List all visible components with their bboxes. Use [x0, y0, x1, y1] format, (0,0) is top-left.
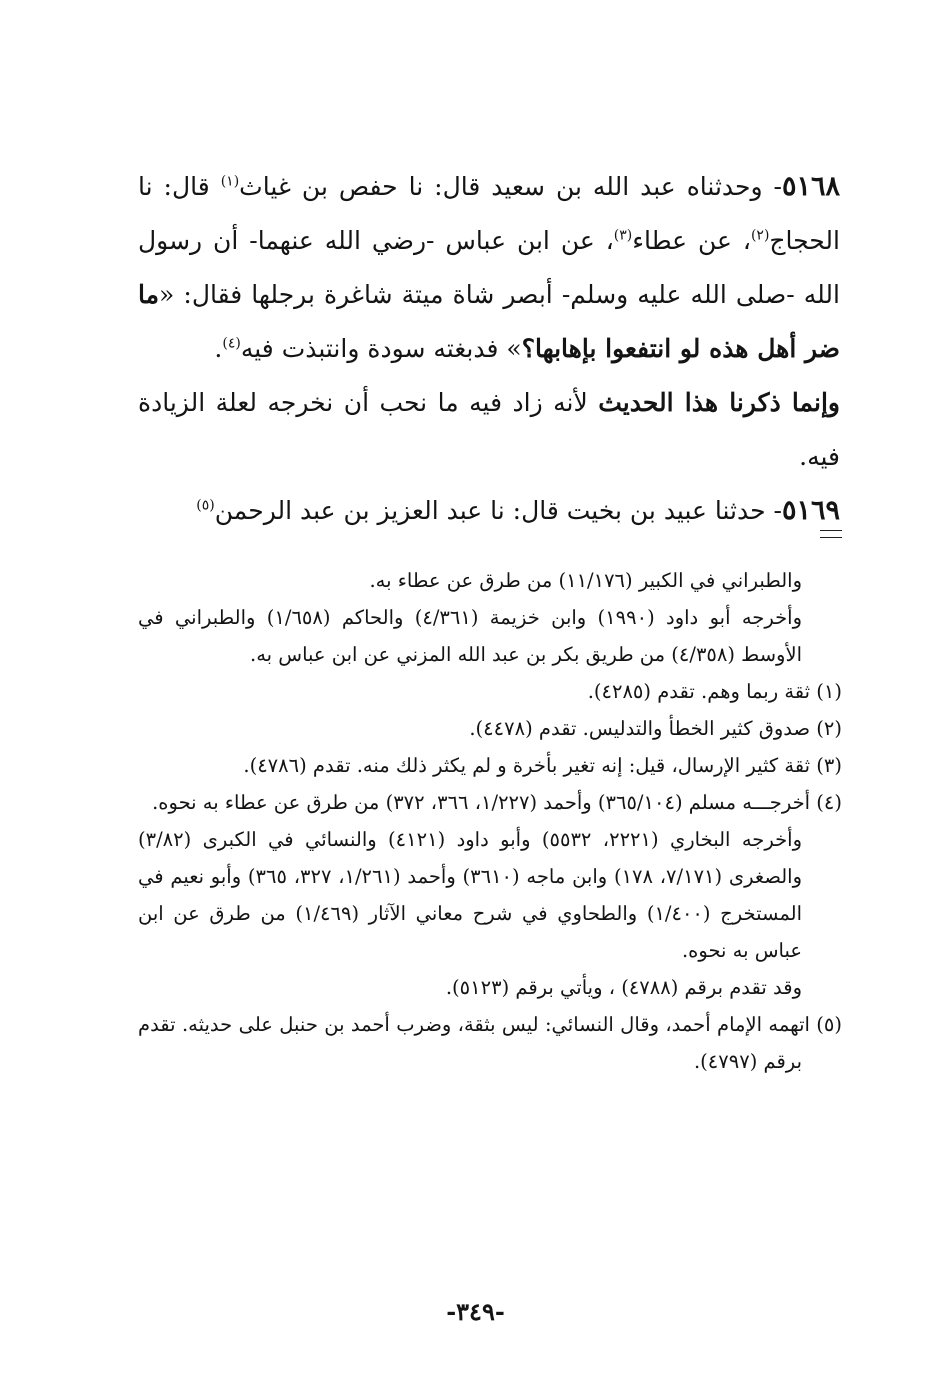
footnote-2: (٢) صدوق كثير الخطأ والتدليس. تقدم (٤٤٧٨).	[469, 717, 842, 740]
footnote-continuation: وأخرجه أبو داود (١٩٩٠) وابن خزيمة (٤/٣٦١) والحاكم (١/٦٥٨) والطبراني في الأوسط (٤/٣٥٨) من طريق بكر بن عبد الله المزني عن ابن عباس به.	[138, 606, 803, 666]
footnote-ref-2: (٢)	[750, 227, 770, 244]
footnote-ref-3: (٣)	[613, 227, 633, 244]
hadith-number: ٥١٦٩	[781, 495, 840, 526]
footnote-ref-4: (٤)	[222, 335, 241, 352]
hadith-5169: ٥١٦٩- حدثنا عبيد بن بخيت قال: نا عبد العزيز بن عبد الرحمن$^{(٥)}$	[196, 495, 840, 526]
footnote-5: (٥) اتهمه الإمام أحمد، وقال النسائي: ليس بثقة، وضرب أحمد بن حنبل على حديثه. تقدم برقم (٤٧٩٧).	[138, 1013, 842, 1073]
footnote-4-continued: وقد تقدم برقم (٤٧٨٨) ، ويأتي برقم (٥١٢٣).	[445, 976, 802, 999]
footnote-1: (١) ثقة ربما وهم. تقدم (٤٢٨٥).	[587, 680, 842, 703]
page-number: -٣٤٩-	[446, 1297, 505, 1326]
footnote-4-continued: وأخرجه البخاري (٢٢٢١، ٥٥٣٢) وأبو داود (٤١٢١) والنسائي في الكبرى (٣/٨٢) والصغرى (٧/١٧١، ١٧٨) وابن ماجه (٣٦١٠) وأحمد (١/٢٦١، ٣٢٧، ٣٦٥) وأبو نعيم في المستخرج (١/٤٠٠) والطحاوي في شرح معاني الآثار (١/٤٦٩) من طرق عن ابن عباس به نحوه.	[138, 828, 803, 962]
author-comment: وإنما ذكرنا هذا الحديث لأنه زاد فيه ما نحب أن نخرجه لعلة الزيادة فيه.	[138, 388, 840, 471]
hadith-number: ٥١٦٨	[782, 171, 841, 202]
footnote-3: (٣) ثقة كثير الإرسال، قيل: إنه تغير بأخرة و لم يكثر ذلك منه. تقدم (٤٧٨٦).	[243, 754, 842, 777]
main-text	[138, 160, 840, 538]
footnotes	[138, 562, 842, 1080]
footnote-ref-5: (٥)	[196, 497, 215, 514]
footnote-4: (٤) أخرجـــه مسلم (٣٦٥/١٠٤) وأحمد (١/٢٢٧، ٣٦٦، ٣٧٢) من طرق عن عطاء به نحوه.	[152, 791, 842, 814]
footnote-ref-1: (١)	[220, 173, 240, 190]
prophet-quote: ما ضر أهل هذه لو انتفعوا بإهابها؟	[138, 280, 840, 363]
comment-heading: وإنما ذكرنا هذا الحديث	[598, 388, 840, 417]
footnote-divider	[820, 537, 842, 538]
footnote-continuation: والطبراني في الكبير (١١/١٧٦) من طرق عن عطاء به.	[369, 569, 802, 592]
footnote-divider	[820, 530, 842, 531]
hadith-5168: ٥١٦٨- وحدثناه عبد الله بن سعيد قال: نا حفص بن غياث$^{(١)}$ قال: نا الحجاج$^{(٢)}$، عن عطاء$^{(٣)}$، عن ابن عباس -رضي الله عنهما- أن رسول الله -صلى الله عليه وسلم- أبصر شاة ميتة شاغرة برجلها فقال: «ما ضر أهل هذه لو انتفعوا بإهابها؟» فدبغته سودة وانتبذت فيه$^{(٤)}$.	[138, 171, 841, 363]
